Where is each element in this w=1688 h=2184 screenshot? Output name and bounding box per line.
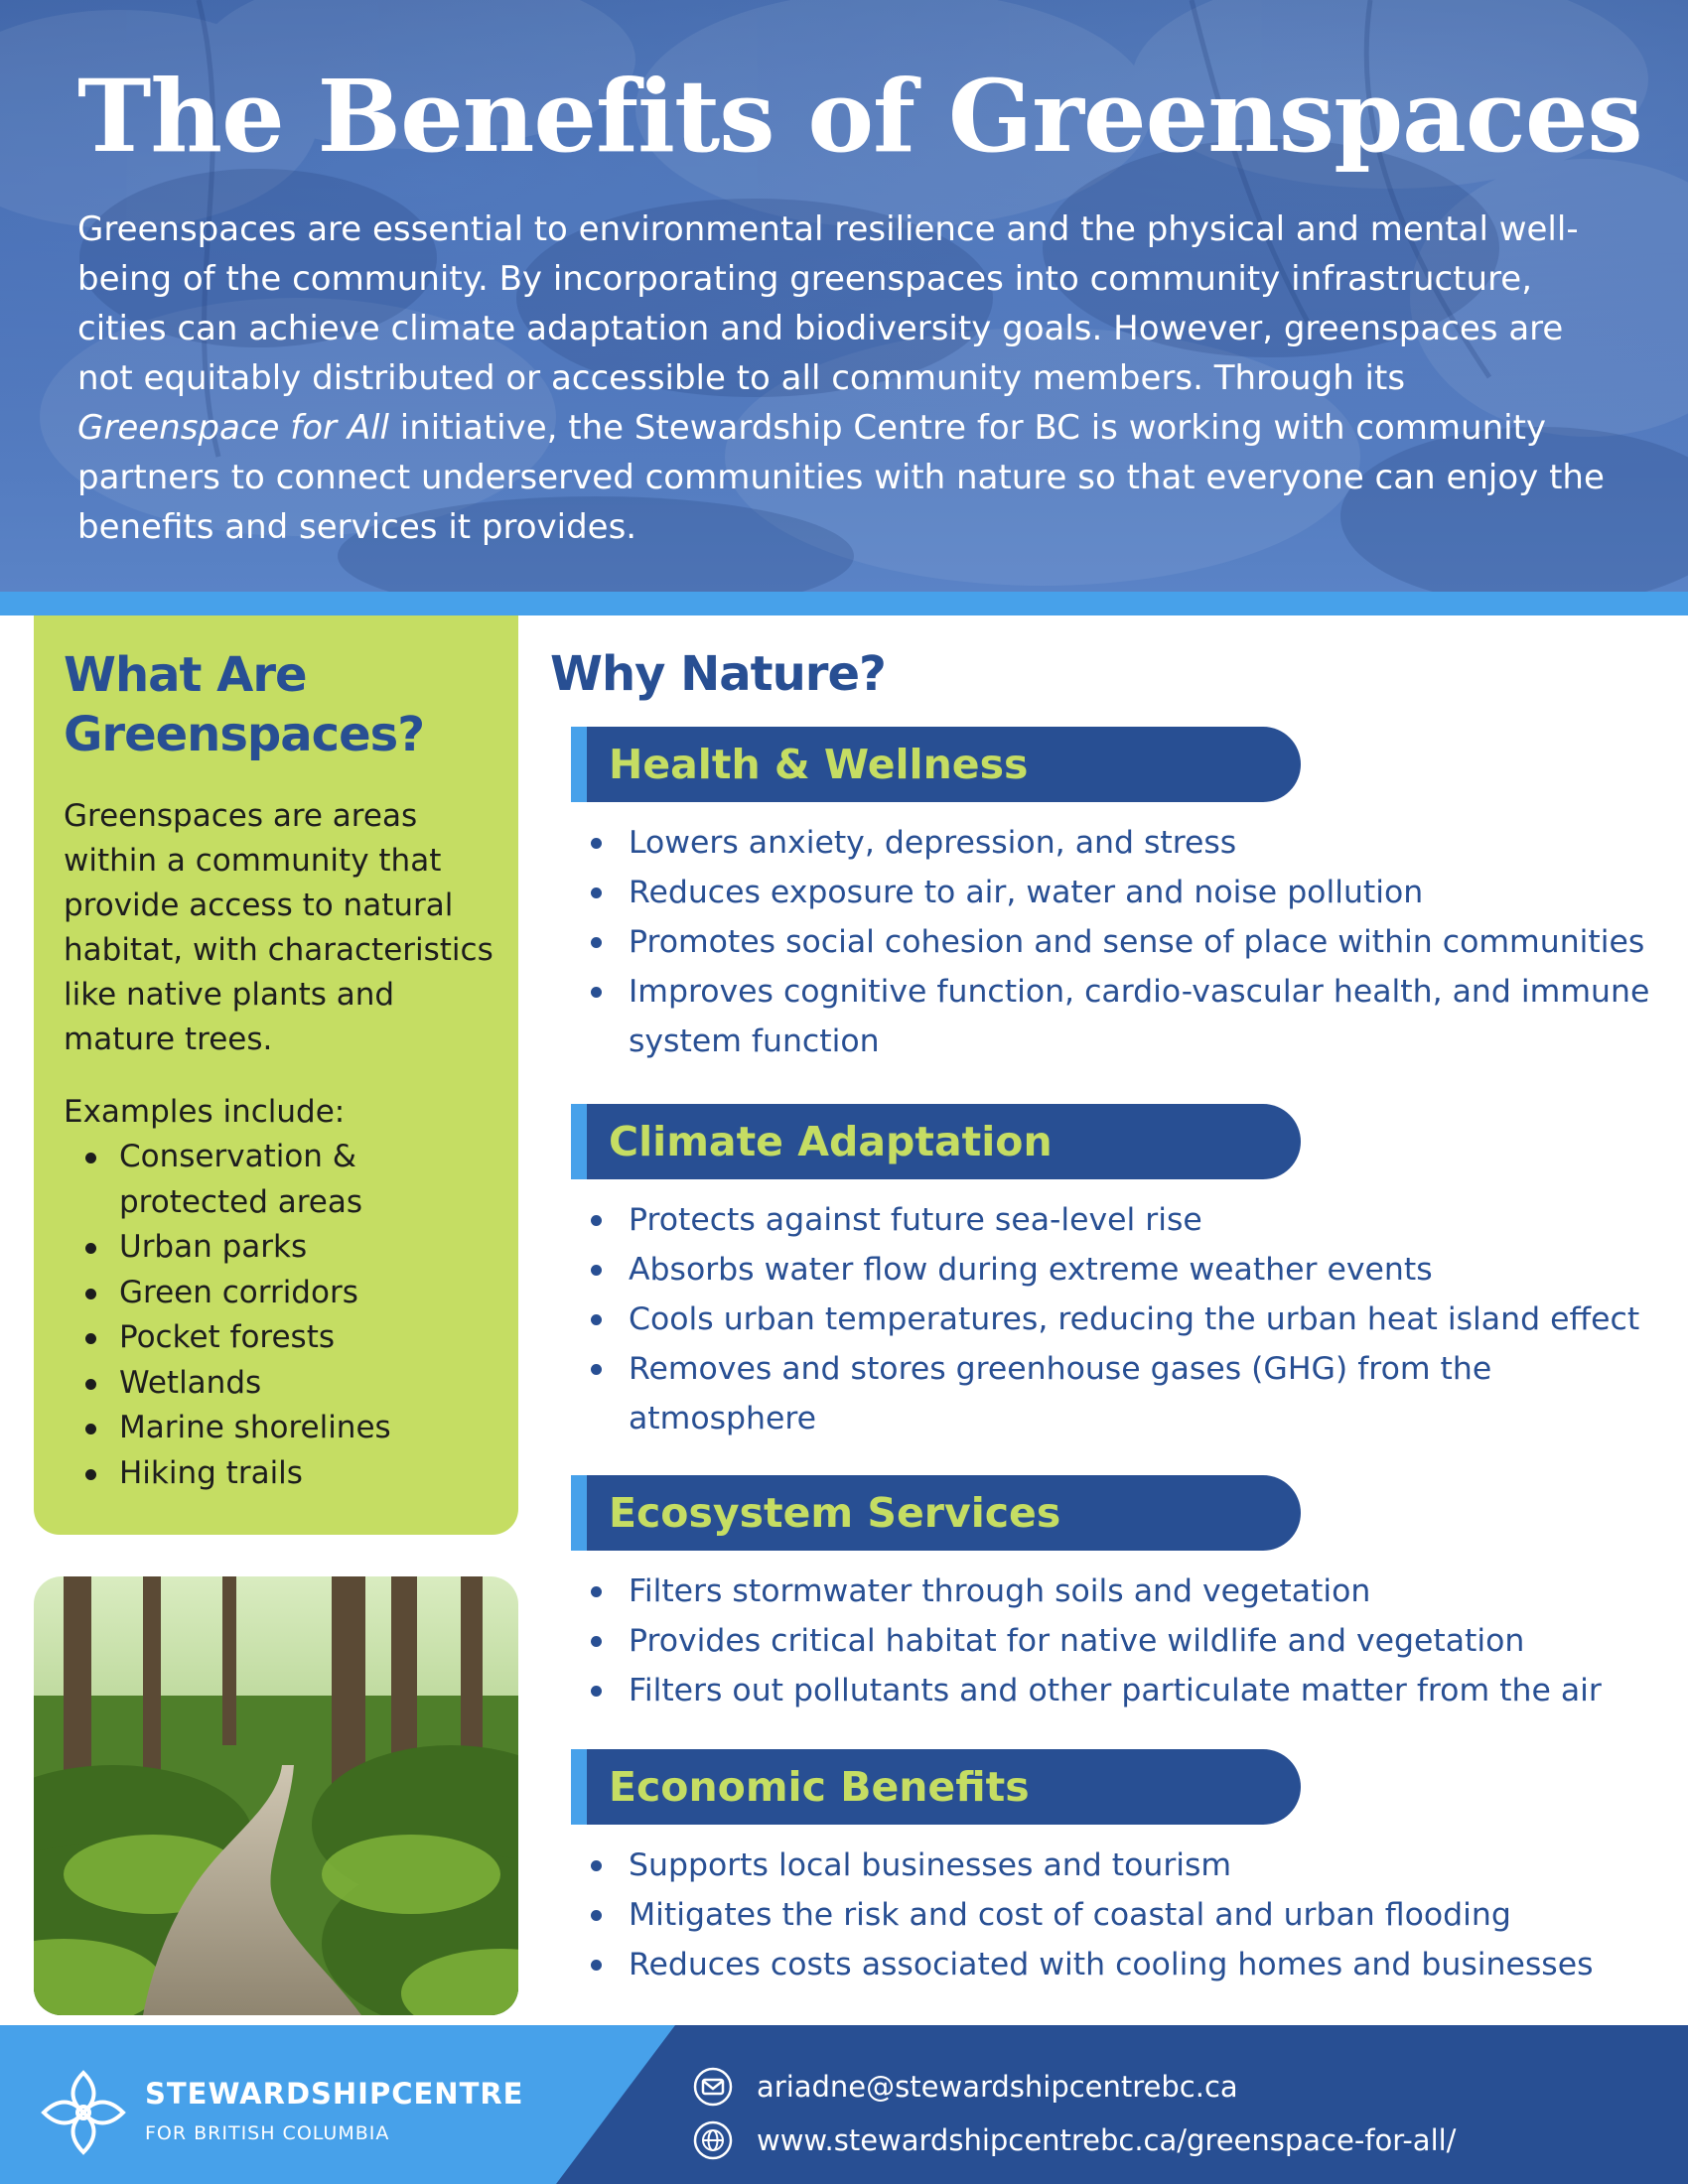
initiative-name: Greenspace for All — [77, 408, 389, 448]
list-item — [571, 818, 1673, 868]
bullet-icon — [591, 1364, 602, 1375]
intro-paragraph — [77, 205, 1617, 552]
section-heading-banner — [571, 1475, 1301, 1551]
list-item — [571, 1295, 1673, 1344]
section-heading: Health & Wellness — [609, 741, 1029, 788]
list-item — [571, 1567, 1673, 1616]
flower-logo-icon — [38, 2067, 129, 2158]
section-heading: Economic Benefits — [609, 1763, 1030, 1811]
intro-text-part-1: Greenspaces are essential to environmental resilience and the physical and mental well-being of the community. By incorporating greenspaces into community infrastructure, cities can achieve climate adaptation and biodiversity goals. However, greenspaces are not equitably distributed or accessible to all community members. Through its — [77, 209, 1579, 398]
intro-text-part-2: initiative, the Stewardship Centre for BC is working with community partners to connect underserved communities with nature so that everyone can enjoy the benefits and services it provides. — [77, 408, 1605, 547]
banner-accent — [571, 1104, 587, 1179]
example-label: Urban parks — [119, 1229, 308, 1265]
org-name: STEWARDSHIPCENTRE — [145, 2077, 524, 2111]
bullet-icon — [85, 1153, 96, 1163]
benefit-text: Protects against future sea-level rise — [629, 1202, 1202, 1238]
benefit-text: Improves cognitive function, cardio-vascular health, and immune system function — [629, 974, 1650, 1059]
section-heading-banner — [571, 1104, 1301, 1179]
benefit-list — [571, 818, 1673, 1066]
example-label: Hiking trails — [119, 1454, 303, 1491]
what-are-greenspaces-panel — [34, 615, 518, 1535]
bullet-icon — [591, 1910, 602, 1921]
benefit-text: Removes and stores greenhouse gases (GHG) from the atmosphere — [629, 1351, 1492, 1436]
bullet-icon — [591, 1314, 602, 1325]
section-heading: Climate Adaptation — [609, 1118, 1053, 1165]
section-heading-banner — [571, 1749, 1301, 1825]
benefit-text: Lowers anxiety, depression, and stress — [629, 825, 1237, 861]
banner-accent — [571, 727, 587, 802]
bullet-icon — [591, 1960, 602, 1971]
org-subtitle: FOR BRITISH COLUMBIA — [145, 2122, 390, 2144]
list-item — [64, 1271, 500, 1316]
bullet-icon — [591, 1586, 602, 1597]
section-climate-adaptation — [571, 1104, 1673, 1443]
list-item — [571, 967, 1673, 1066]
benefit-text: Supports local businesses and tourism — [629, 1847, 1232, 1883]
list-item — [64, 1406, 500, 1451]
website-link[interactable]: www.stewardshipcentrebc.ca/greenspace-for-all/ — [757, 2123, 1457, 2157]
benefit-list — [571, 1195, 1673, 1443]
example-label: Wetlands — [119, 1364, 262, 1401]
bullet-icon — [591, 838, 602, 849]
header-divider-stripe — [0, 592, 1688, 615]
examples-list — [64, 1135, 500, 1496]
example-label: Pocket forests — [119, 1319, 335, 1355]
why-nature-title: Why Nature? — [550, 646, 886, 702]
banner-accent — [571, 1749, 587, 1825]
bullet-icon — [591, 1636, 602, 1647]
bullet-icon — [591, 1686, 602, 1697]
email-link[interactable]: ariadne@stewardshipcentrebc.ca — [757, 2070, 1238, 2104]
section-heading-banner — [571, 727, 1301, 802]
bullet-icon — [591, 1860, 602, 1871]
bullet-icon — [85, 1469, 96, 1480]
bullet-icon — [591, 937, 602, 948]
bullet-icon — [85, 1333, 96, 1344]
benefit-text: Provides critical habitat for native wildlife and vegetation — [629, 1623, 1525, 1659]
examples-label: Examples include: — [64, 1094, 346, 1130]
section-heading: Ecosystem Services — [609, 1489, 1061, 1537]
bullet-icon — [85, 1289, 96, 1299]
globe-icon — [693, 2120, 733, 2160]
section-health-wellness — [571, 727, 1673, 1066]
benefit-text: Cools urban temperatures, reducing the urban heat island effect — [629, 1301, 1640, 1337]
sidebar-title: What Are Greenspaces? — [64, 647, 425, 762]
bullet-icon — [591, 1265, 602, 1276]
page-title: The Benefits of Greenspaces — [77, 58, 1642, 175]
list-item — [571, 917, 1673, 967]
section-ecosystem-services — [571, 1475, 1673, 1715]
list-item — [571, 1245, 1673, 1295]
sidebar-description: Greenspaces are areas within a community that provide access to natural habitat, with characteristics like native plants and mature trees. — [64, 798, 493, 1057]
list-item — [571, 1890, 1673, 1940]
list-item — [571, 1940, 1673, 1989]
bullet-icon — [85, 1243, 96, 1254]
list-item — [64, 1361, 500, 1407]
list-item — [571, 1195, 1673, 1245]
banner-accent — [571, 1475, 587, 1551]
list-item — [571, 1666, 1673, 1715]
envelope-icon — [693, 2067, 733, 2107]
forest-path-photo — [34, 1576, 518, 2015]
list-item — [571, 868, 1673, 917]
benefit-list — [571, 1567, 1673, 1715]
list-item — [571, 1841, 1673, 1890]
list-item — [64, 1451, 500, 1497]
footer — [0, 2025, 1688, 2184]
list-item — [64, 1135, 500, 1225]
example-label: Green corridors — [119, 1274, 358, 1310]
section-economic-benefits — [571, 1749, 1673, 1989]
list-item — [571, 1344, 1673, 1443]
bullet-icon — [591, 887, 602, 898]
benefit-text: Filters out pollutants and other particulate matter from the air — [629, 1673, 1602, 1708]
list-item — [64, 1315, 500, 1361]
benefit-list — [571, 1841, 1673, 1989]
benefit-text: Reduces costs associated with cooling homes and businesses — [629, 1947, 1594, 1982]
header-banner — [0, 0, 1688, 592]
bullet-icon — [85, 1424, 96, 1434]
benefit-text: Filters stormwater through soils and vegetation — [629, 1573, 1371, 1609]
benefit-text: Promotes social cohesion and sense of place within communities — [629, 924, 1645, 960]
forest-path-illustration — [34, 1576, 518, 2015]
bullet-icon — [85, 1379, 96, 1390]
example-label: Marine shorelines — [119, 1410, 391, 1445]
example-label: Conservation & protected areas — [119, 1139, 363, 1220]
benefit-text: Reduces exposure to air, water and noise pollution — [629, 875, 1424, 910]
benefit-text: Absorbs water flow during extreme weather events — [629, 1252, 1433, 1288]
bullet-icon — [591, 1215, 602, 1226]
list-item — [64, 1225, 500, 1271]
benefit-text: Mitigates the risk and cost of coastal and urban flooding — [629, 1897, 1511, 1933]
list-item — [571, 1616, 1673, 1666]
bullet-icon — [591, 987, 602, 998]
